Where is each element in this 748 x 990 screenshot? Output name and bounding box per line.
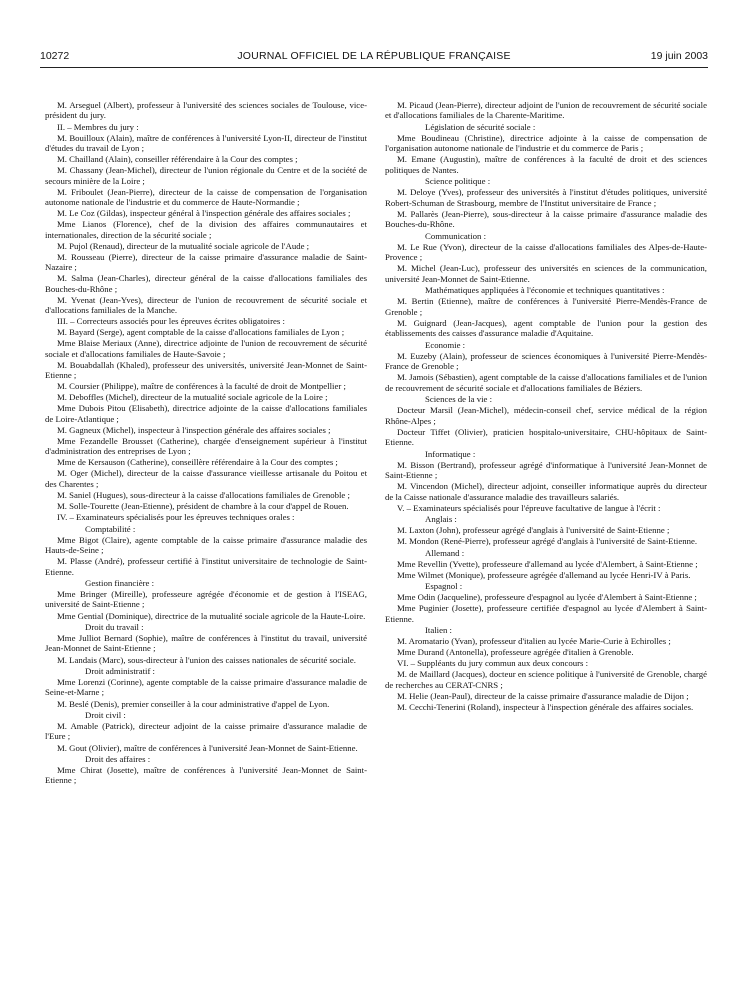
- page-header: [40, 50, 708, 64]
- member-entry: M. de Maillard (Jacques), docteur en science politique à l'université de Grenoble, chargé de recherches au CERAT-CNRS ;: [385, 669, 707, 690]
- member-entry: M. Aromatario (Yvan), professeur d'italien au lycée Marie-Curie à Echirolles ;: [397, 636, 671, 647]
- member-entry: Mme Chirat (Josette), maître de conférences à l'université Jean-Monnet de Saint-Etienne ;: [45, 765, 367, 786]
- subsection-heading: Comptabilité :: [85, 523, 136, 534]
- member-entry: Mme Blaise Meriaux (Anne), directrice adjointe de l'union de recouvrement de sécurité sociale et d'allocations familiales de Haute-Savoie ;: [45, 338, 367, 359]
- member-entry: M. Plasse (André), professeur certifié à l'institut universitaire de technologie de Saint-Etienne.: [45, 556, 367, 577]
- member-entry: M. Gout (Olivier), maître de conférences à l'université Jean-Monnet de Saint-Etienne.: [57, 742, 358, 753]
- member-entry: Mme Bigot (Claire), agente comptable de la caisse primaire d'assurance maladie des Hauts-de-Seine ;: [45, 534, 367, 556]
- member-entry: Mme Fezandelle Brousset (Catherine), chargée d'enseignement supérieur à l'institut d'administration des entreprises de Lyon ;: [45, 435, 367, 457]
- member-entry: M. Amable (Patrick), directeur adjoint de la caisse primaire d'assurance maladie de l'Eure ;: [45, 721, 367, 742]
- member-entry: M. Friboulet (Jean-Pierre), directeur de la caisse de compensation de l'organisation autonome nationale de l'industrie et du commerce de Haute-Normandie ;: [45, 186, 367, 208]
- subsection-heading: Informatique :: [425, 448, 476, 459]
- member-entry: M. Yvenat (Jean-Yves), directeur de l'union de recouvrement de sécurité sociale et d'allocations familiales de la Manche.: [45, 294, 367, 316]
- subsection-heading: Anglais :: [425, 514, 457, 525]
- member-entry: M. Coursier (Philippe), maître de conférences à la faculté de droit de Montpellier ;: [57, 381, 346, 392]
- subsection-heading: Droit administratif :: [85, 665, 155, 676]
- member-entry: M. Landais (Marc), sous-directeur à l'union des caisses nationales de sécurité sociale.: [57, 654, 356, 665]
- subsection-heading: Espagnol :: [425, 581, 463, 592]
- member-entry: M. Mondon (René-Pierre), professeur agrégé d'anglais à l'université de Saint-Etienne.: [397, 536, 698, 547]
- member-entry: M. Deloye (Yves), professeur des universités à l'institut d'études politiques, université Robert-Schuman de Strasbourg, membre de l'Institut universitaire de France ;: [385, 187, 707, 208]
- member-entry: Mme Lorenzi (Corinne), agente comptable de la caisse primaire d'assurance maladie de Seine-et-Marne ;: [45, 677, 367, 698]
- member-entry: Mme Julliot Bernard (Sophie), maître de conférences à l'institut du travail, université Jean-Monnet de Saint-Etienne ;: [45, 633, 367, 654]
- member-entry: Mme Bringer (Mireille), professeure agrégée d'économie et de gestion à l'ISEAG, université de Saint-Etienne ;: [45, 589, 367, 610]
- member-entry: M. Jamois (Sébastien), agent comptable de la caisse d'allocations familiales et de l'union de recouvrement de sécurité sociale et d'allocations familiales de Béziers.: [385, 372, 707, 393]
- member-entry: M. Bertin (Etienne), maître de conférences à l'université Pierre-Mendès-France de Grenoble ;: [385, 296, 707, 317]
- member-entry: M. Rousseau (Pierre), directeur de la caisse primaire d'assurance maladie de Saint-Nazaire ;: [45, 251, 367, 273]
- subsection-heading: Economie :: [425, 339, 466, 350]
- member-entry: M. Salma (Jean-Charles), directeur général de la caisse d'allocations familiales des Bouches-du-Rhône ;: [45, 273, 367, 294]
- section-heading: IV. – Examinateurs spécialisés pour les épreuves techniques orales :: [57, 512, 295, 523]
- member-entry: M. Cecchi-Tenerini (Roland), inspecteur à l'inspection générale des affaires sociales.: [397, 701, 694, 712]
- section-heading: V. – Examinateurs spécialisés pour l'épreuve facultative de langue à l'écrit :: [397, 502, 661, 513]
- member-entry: Mme Odin (Jacqueline), professeure d'espagnol au lycée d'Alembert à Saint-Etienne ;: [397, 592, 697, 603]
- member-entry: M. Bisson (Bertrand), professeur agrégé d'informatique à l'université Jean-Monnet de Saint-Etienne ;: [385, 459, 707, 481]
- member-entry: M. Saniel (Hugues), sous-directeur à la caisse d'allocations familiales de Grenoble ;: [57, 489, 350, 500]
- left-column: [45, 100, 367, 787]
- member-entry: Mme Dubois Pitou (Elisabeth), directrice adjointe de la caisse d'allocations familiales de Loire-Atlantique ;: [45, 403, 367, 424]
- member-entry: M. Bouabdallah (Khaled), professeur des universités, université Jean-Monnet de Saint-Etienne ;: [45, 359, 367, 381]
- member-entry: M. Emane (Augustin), maître de conférences à la faculté de droit et des sciences politiques de Nantes.: [385, 154, 707, 175]
- member-entry: Mme Revellin (Yvette), professeure d'allemand au lycée d'Alembert, à Saint-Etienne ;: [397, 558, 698, 569]
- journal-title: JOURNAL OFFICIEL DE LA RÉPUBLIQUE FRANÇAISE: [237, 50, 511, 62]
- member-entry: M. Bouilloux (Alain), maître de conférences à l'université Lyon-II, directeur de l'institut d'études du travail de Lyon ;: [45, 132, 367, 153]
- member-entry: M. Bayard (Serge), agent comptable de la caisse d'allocations familiales de Lyon ;: [57, 327, 345, 338]
- header-rule: [40, 67, 708, 68]
- subsection-heading: Gestion financière :: [85, 577, 155, 588]
- member-entry: Docteur Tiffet (Olivier), praticien hospitalo-universitaire, CHU-hôpitaux de Saint-Etienne.: [385, 426, 707, 448]
- subsection-heading: Communication :: [425, 230, 487, 241]
- subsection-heading: Droit du travail :: [85, 621, 144, 632]
- member-entry: M. Pallarès (Jean-Pierre), sous-directeur à la caisse primaire d'assurance maladie des Bouches-du-Rhône.: [385, 208, 707, 230]
- member-entry: Mme Gential (Dominique), directrice de la mutualité sociale agricole de la Haute-Loire.: [57, 610, 366, 621]
- section-heading: III. – Correcteurs associés pour les épreuves écrites obligatoires :: [57, 316, 285, 327]
- page-number: 10272: [40, 50, 70, 62]
- subsection-heading: Droit des affaires :: [85, 753, 151, 764]
- member-entry: M. Le Rue (Yvon), directeur de la caisse d'allocations familiales des Alpes-de-Haute-Provence ;: [385, 241, 707, 263]
- member-entry: M. Chailland (Alain), conseiller référendaire à la Cour des comptes ;: [57, 154, 298, 165]
- subsection-heading: Mathématiques appliquées à l'économie et techniques quantitatives :: [425, 285, 665, 296]
- member-entry: M. Deboffles (Michel), directeur de la mutualité sociale agricole de la Loire ;: [57, 392, 328, 403]
- subsection-heading: Italien :: [425, 625, 452, 636]
- member-entry: Mme de Kersauson (Catherine), conseillère référendaire à la Cour des comptes ;: [57, 457, 338, 468]
- subsection-heading: Droit civil :: [85, 709, 126, 720]
- subsection-heading: Science politique :: [425, 176, 491, 187]
- member-entry: M. Helie (Jean-Paul), directeur de la caisse primaire d'assurance maladie de Dijon ;: [397, 690, 689, 701]
- member-entry: M. Guignard (Jean-Jacques), agent comptable de l'union pour la gestion des établissements des caisses d'assurance maladie d'Aquitaine.: [385, 317, 707, 339]
- subsection-heading: Allemand :: [425, 547, 465, 558]
- member-entry: Docteur Marsil (Jean-Michel), médecin-conseil chef, service médical de la région Rhône-Alpes ;: [385, 405, 707, 426]
- member-entry: M. Le Coz (Gildas), inspecteur général à l'inspection générale des affaires sociales ;: [57, 208, 351, 219]
- member-entry: M. Euzeby (Alain), professeur de sciences économiques à l'université Pierre-Mendès-France de Grenoble ;: [385, 350, 707, 372]
- publication-date: 19 juin 2003: [650, 50, 708, 62]
- member-entry: Mme Puginier (Josette), professeure certifiée d'espagnol au lycée d'Alembert à Saint-Etienne.: [385, 603, 707, 624]
- member-entry: M. Oger (Michel), directeur de la caisse d'assurance vieillesse artisanale du Poitou et des Charentes ;: [45, 468, 367, 489]
- member-entry: M. Solle-Tourette (Jean-Etienne), président de chambre à la cour d'appel de Rouen.: [57, 501, 349, 512]
- member-entry: M. Chassany (Jean-Michel), directeur de l'union régionale du Centre et de la société de secours minière de la Loire ;: [45, 165, 367, 186]
- subsection-heading: Législation de sécurité sociale :: [425, 121, 536, 132]
- member-entry: M. Vincendon (Michel), directeur adjoint, conseiller informatique auprès du directeur de la Caisse nationale d'assurance maladie des travailleurs salariés.: [385, 481, 707, 502]
- member-entry: M. Pujol (Renaud), directeur de la mutualité sociale agricole de l'Aude ;: [57, 240, 310, 251]
- section-heading: II. – Membres du jury :: [57, 121, 139, 132]
- member-entry: Mme Boudineau (Christine), directrice adjointe à la caisse de compensation de l'organisation autonome nationale de l'industrie et du commerce de Paris ;: [385, 132, 707, 154]
- right-column: [385, 100, 707, 713]
- member-entry: Mme Lianos (Florence), chef de la division des affaires communautaires et internationales, direction de la sécurité sociale ;: [45, 219, 367, 240]
- member-entry: Mme Durand (Antonella), professeure agrégée d'italien à Grenoble.: [397, 647, 634, 658]
- member-entry: M. Michel (Jean-Luc), professeur des universités en sciences de la communication, université Jean-Monnet de Saint-Etienne.: [385, 263, 707, 284]
- subsection-heading: Sciences de la vie :: [425, 394, 493, 405]
- member-entry: M. Laxton (John), professeur agrégé d'anglais à l'université de Saint-Etienne ;: [397, 525, 670, 536]
- member-entry: M. Picaud (Jean-Pierre), directeur adjoint de l'union de recouvrement de sécurité sociale et d'allocations familiales de la Charente-Maritime.: [385, 100, 707, 121]
- member-entry: M. Beslé (Denis), premier conseiller à la cour administrative d'appel de Lyon.: [57, 698, 330, 709]
- member-entry: M. Gagneux (Michel), inspecteur à l'inspection générale des affaires sociales ;: [57, 424, 331, 435]
- member-entry: M. Arseguel (Albert), professeur à l'université des sciences sociales de Toulouse, vice-président du jury.: [45, 100, 367, 121]
- member-entry: Mme Wilmet (Monique), professeure agrégée d'allemand au lycée Henri-IV à Paris.: [397, 569, 691, 580]
- section-heading: VI. – Suppléants du jury commun aux deux concours :: [397, 658, 589, 669]
